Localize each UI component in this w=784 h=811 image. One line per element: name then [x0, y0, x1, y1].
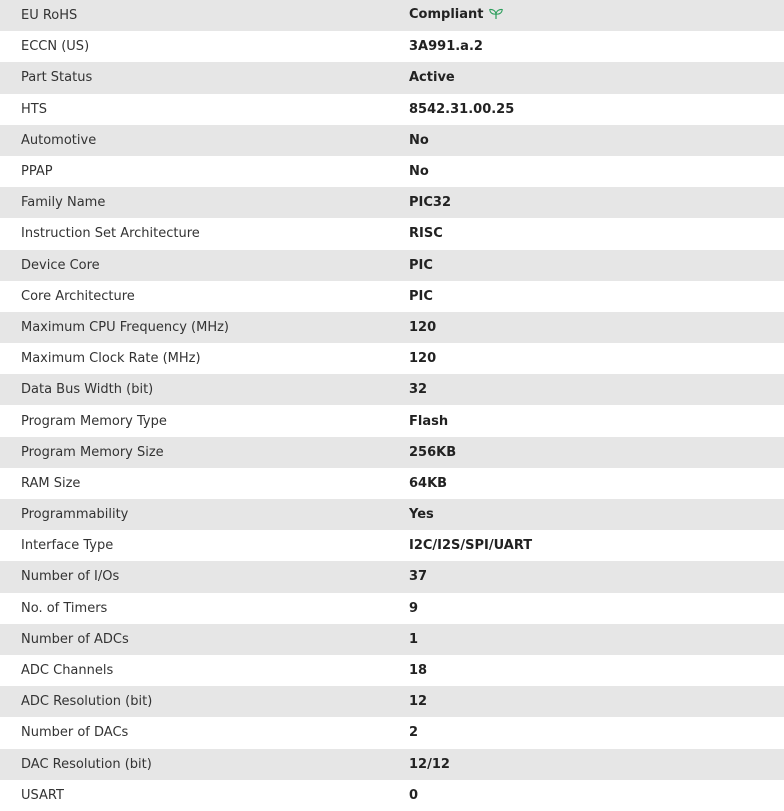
spec-row-adc-resolution — [0, 686, 784, 717]
spec-label: Program Memory Type — [21, 413, 167, 429]
spec-value: Yes — [409, 507, 434, 523]
spec-label: Core Architecture — [21, 288, 135, 304]
spec-label: Maximum CPU Frequency (MHz) — [21, 319, 229, 335]
spec-value: No — [409, 132, 429, 148]
spec-row-device-core — [0, 250, 784, 281]
spec-label: ADC Resolution (bit) — [21, 694, 153, 710]
spec-value: 120 — [409, 351, 437, 367]
spec-row-program-memory-type — [0, 405, 784, 436]
spec-label: ADC Channels — [21, 663, 114, 679]
spec-value: 2 — [409, 725, 419, 741]
spec-label: Programmability — [21, 507, 129, 523]
spec-row-eu-rohs — [0, 0, 784, 31]
spec-label: Number of I/Os — [21, 569, 120, 585]
spec-value: 32 — [409, 382, 428, 398]
spec-value: 256KB — [409, 444, 457, 460]
spec-value: 12 — [409, 694, 428, 710]
spec-row-dac-resolution — [0, 749, 784, 780]
spec-value: Active — [409, 70, 455, 86]
spec-value: 18 — [409, 663, 428, 679]
spec-label: Number of ADCs — [21, 631, 129, 647]
spec-row-adc-channels — [0, 655, 784, 686]
spec-row-automotive — [0, 125, 784, 156]
spec-label: USART — [21, 787, 64, 803]
spec-label: EU RoHS — [21, 8, 78, 24]
spec-row-number-of-adcs — [0, 624, 784, 655]
spec-value: 0 — [409, 787, 419, 803]
spec-label: HTS — [21, 101, 47, 117]
spec-row-number-of-ios — [0, 561, 784, 592]
spec-row-ppap — [0, 156, 784, 187]
spec-value: 120 — [409, 319, 437, 335]
spec-row-usart — [0, 780, 784, 811]
spec-value: 9 — [409, 600, 419, 616]
spec-value: 37 — [409, 569, 428, 585]
spec-value: Flash — [409, 413, 449, 429]
spec-value: PIC — [409, 257, 433, 273]
spec-value: PIC32 — [409, 195, 451, 211]
spec-row-hts — [0, 94, 784, 125]
spec-label: RAM Size — [21, 475, 81, 491]
spec-row-program-memory-size — [0, 437, 784, 468]
spec-label: PPAP — [21, 164, 53, 180]
spec-row-data-bus-width — [0, 374, 784, 405]
spec-label: Family Name — [21, 195, 106, 211]
spec-row-programmability — [0, 499, 784, 530]
spec-label: Automotive — [21, 132, 97, 148]
spec-label: Part Status — [21, 70, 93, 86]
spec-label: ECCN (US) — [21, 39, 90, 55]
spec-row-number-of-dacs — [0, 717, 784, 748]
spec-row-interface-type — [0, 530, 784, 561]
spec-value: 3A991.a.2 — [409, 39, 483, 55]
spec-label: Device Core — [21, 257, 100, 273]
spec-value: 8542.31.00.25 — [409, 101, 515, 117]
spec-label: Instruction Set Architecture — [21, 226, 200, 242]
spec-row-ram-size — [0, 468, 784, 499]
spec-value: 1 — [409, 631, 419, 647]
spec-value: RISC — [409, 226, 443, 242]
spec-value: 12/12 — [409, 756, 450, 772]
spec-value-cell — [409, 0, 784, 31]
spec-row-eccn — [0, 31, 784, 62]
spec-row-core-architecture — [0, 281, 784, 312]
spec-value: 64KB — [409, 475, 448, 491]
spec-label: DAC Resolution (bit) — [21, 756, 152, 772]
spec-label: Program Memory Size — [21, 444, 164, 460]
spec-label: Data Bus Width (bit) — [21, 382, 154, 398]
spec-label: No. of Timers — [21, 600, 108, 616]
spec-row-max-cpu-frequency — [0, 312, 784, 343]
spec-value: No — [409, 164, 429, 180]
spec-value: I2C/I2S/SPI/UART — [409, 538, 533, 554]
spec-row-timers — [0, 593, 784, 624]
leaf-icon — [489, 8, 503, 24]
spec-value: Compliant — [409, 7, 484, 23]
spec-row-family-name — [0, 187, 784, 218]
spec-label: Interface Type — [21, 538, 114, 554]
spec-label: Number of DACs — [21, 725, 129, 741]
spec-row-max-clock-rate — [0, 343, 784, 374]
spec-value: PIC — [409, 288, 433, 304]
spec-row-instruction-set — [0, 218, 784, 249]
spec-row-part-status — [0, 62, 784, 93]
spec-label: Maximum Clock Rate (MHz) — [21, 351, 201, 367]
